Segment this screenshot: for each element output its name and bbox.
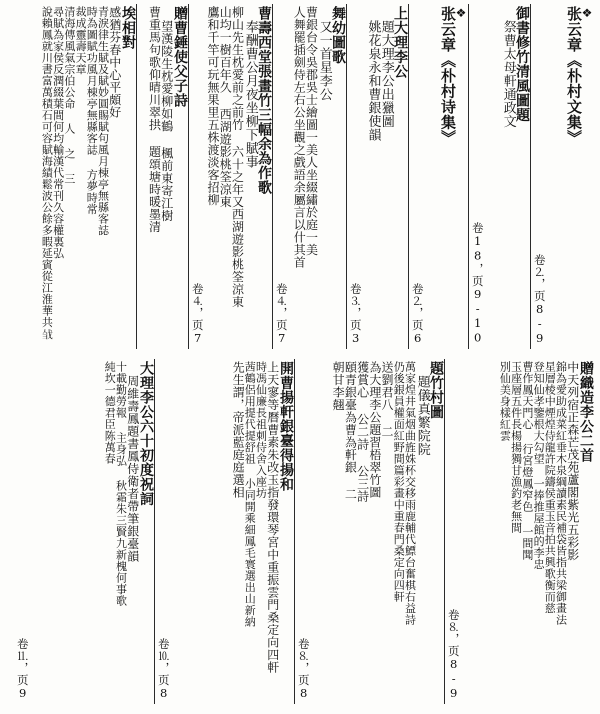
entry-subtitle: 祭曹太母軒通政文 <box>500 20 516 128</box>
text-column-top-7 <box>136 4 188 349</box>
entry-line: 茜鶴侶用提代提舒祖 小同開乘細鳳毛寰選出山新納 <box>243 361 257 628</box>
entry-line: 望漢陵生枕愛柳如鶴 楓前東寄江樹 <box>159 20 174 222</box>
entry-line: 姚花泉永和曹銀使韻 <box>365 20 381 142</box>
entry-line: 時馮仙廉長祖刺侍舍入座坊 <box>254 361 268 499</box>
entry-line: 萬家煌井氣烟曲旌姝杯交移雨鹿輔代鰾台奮棋右益詩 <box>403 361 417 626</box>
text-column-top-3 <box>408 4 468 349</box>
entry-line: 青淚律生賦及賦妙圓賜賦句風月棟亭無縣客誌 <box>96 6 110 236</box>
entry-title: 上大理李公 <box>392 6 408 79</box>
text-column-bottom-4 <box>14 359 154 704</box>
entry-line: 中天列宿正森芒茂苑蘆閣紫光五彩影 <box>565 361 580 561</box>
entry-line: 周維壽鳳題書鳳侍衛者帶筆銀臺韻 <box>125 375 140 563</box>
text-column-top-6 <box>188 4 272 349</box>
entry-line: 題大理李公出獵圖 <box>378 20 394 128</box>
entry-line: 朝甘李翹 <box>331 361 346 411</box>
entry-line: 曹重馬句歌仰晴川翠拱 題頌塘時暖墨清 <box>147 6 162 233</box>
entry-line: 感猶芬春中心平頗好 <box>107 6 122 119</box>
page-reference: 卷18，页9-10 <box>470 222 485 345</box>
entry-line: 純坎一德君臣陈萬春 <box>103 361 117 465</box>
entry-title: 贈曹錘使父子詩 <box>172 6 188 108</box>
bullet-diamond-icon: ❖ <box>454 6 468 21</box>
page-reference: 卷⒏，页8 <box>296 637 311 700</box>
entry-line: 尋賦為家侯反潤綴葉間何均輸漢代常刊久容權裏弘 <box>51 6 65 259</box>
entry-line: 裁成靈壽天章 <box>74 6 88 75</box>
page-reference: 卷⒏，页8-9 <box>446 608 461 700</box>
entry-line: 曹作鳳天門心 行宮燈鳳窄色 一間聞 <box>520 361 534 561</box>
entry-line: 星層棱中煙煌侍龍許院鑄侯重玉音拍共興歌衡而慈 <box>543 361 557 614</box>
page-reference: 卷⒑，页8 <box>156 637 171 700</box>
page-reference: 卷⒋，页7 <box>274 282 289 345</box>
entry-line: 奉酬曹公月夜坐柳下賦事 <box>242 20 258 169</box>
text-column-top-8 <box>18 4 136 349</box>
entry-line: 送劉君八 二 <box>380 361 395 438</box>
entry-line: 上天寥等曆曹素朱改玉指發環琴宮中重振雲門桑定向四軒 <box>265 361 280 674</box>
text-column-top-1 <box>530 4 594 349</box>
page-reference: 卷⒒，页9 <box>15 637 30 700</box>
entry-line: 登知仙孝鑒根大勾望 一捧推屋館的李忠 <box>532 361 546 570</box>
entry-line: 人舞罷插劍侍左右公坐觀之戲語余屬言以什其首 <box>292 6 307 269</box>
page-reference: 卷⒉，页8-9 <box>532 253 547 345</box>
bullet-diamond-icon: ❖ <box>580 6 594 21</box>
entry-line: 鷹和千竿可玩無果里五株渡淡客招柳 <box>206 6 221 206</box>
entry-line: 說賴鳳就川書富萬積石可容賦海績鬆波公餘多暇延賓從江淮華共𢦳 <box>40 6 54 340</box>
text-column-top-5 <box>272 4 346 349</box>
entry-line: 先生謂，帝派藍庭庭選相 <box>231 361 246 499</box>
entry-title: 開曹揚軒銀臺得揚和 <box>278 361 294 492</box>
entry-line: 仍後銀員權面紅野間篇彩畫中重春門桑定向四軒 <box>392 361 406 603</box>
entry-line: 錦為愛助成菜紅垂木泉綱讀素民補袋皆指共梁御畫法 <box>554 361 568 626</box>
entry-line: 獲賞心 公二詩 公三詩 <box>355 361 370 503</box>
entry-line: 題儀真繁院院 <box>414 375 430 456</box>
page-top-half <box>6 4 594 353</box>
entry-line: 為大理李公題習梧翠竹圖 <box>367 361 382 499</box>
entry-title: 埃相對 <box>120 6 136 50</box>
entry-line: 柳山先生枕愛前之前竹 六十之年又西湖遊影桃筌涼東 <box>230 6 245 308</box>
entry-title: 舞幼圖歌 <box>330 6 346 64</box>
text-column-top-2 <box>468 4 530 349</box>
text-column-top-4 <box>346 4 408 349</box>
entry-line: 別仙美身樣紅雲 <box>498 361 512 442</box>
entry-line: 十載勤勞報 主身弘 秋霜朱三賢九新槐何事歌 <box>114 361 128 607</box>
entry-line: 又一首星李公 <box>316 20 332 101</box>
page-reference: 卷⒊，页3 <box>348 282 363 345</box>
page-bottom-half <box>6 359 594 708</box>
page-reference: 卷⒉，页6 <box>410 282 425 345</box>
entry-line: 曹銀台令吳郡吳士繪圖一美人坐綴繡於庭一美 <box>304 6 319 256</box>
text-column-bottom-3 <box>154 359 294 704</box>
entry-title: 曹壽西堂張畫竹三幅余為作歌 <box>256 6 272 195</box>
entry-title: 題竹村圖 <box>428 361 444 419</box>
entry-title: 贈織造李公二首 <box>578 361 594 463</box>
entry-title: 御書修竹清風圖題 <box>514 6 530 122</box>
text-column-bottom-2 <box>294 359 444 704</box>
page-reference: 卷⒋，页7 <box>190 282 205 345</box>
entry-line: 頤青銀臺為曹為軒銀 二 <box>343 361 358 501</box>
entry-title: 大理李公六十初度祝詞 <box>138 361 154 506</box>
entry-line: 時為圖賦功風月棟亭無縣客誌 方夢時常 <box>85 6 99 215</box>
text-column-bottom-1 <box>444 359 594 704</box>
collection-heading: 张云章《朴村诗集》 <box>439 6 457 146</box>
entry-line: 玉座層五件長楊揚獨甘漁釣老無間 <box>509 361 523 534</box>
entry-line: 山均一樹百年久 西湖遊影桃筌涼東 <box>218 6 233 208</box>
collection-heading: 张云章《朴村文集》 <box>565 6 583 146</box>
entry-line: 清海傳風氣宗伯公命 人 之 三 <box>62 6 76 185</box>
